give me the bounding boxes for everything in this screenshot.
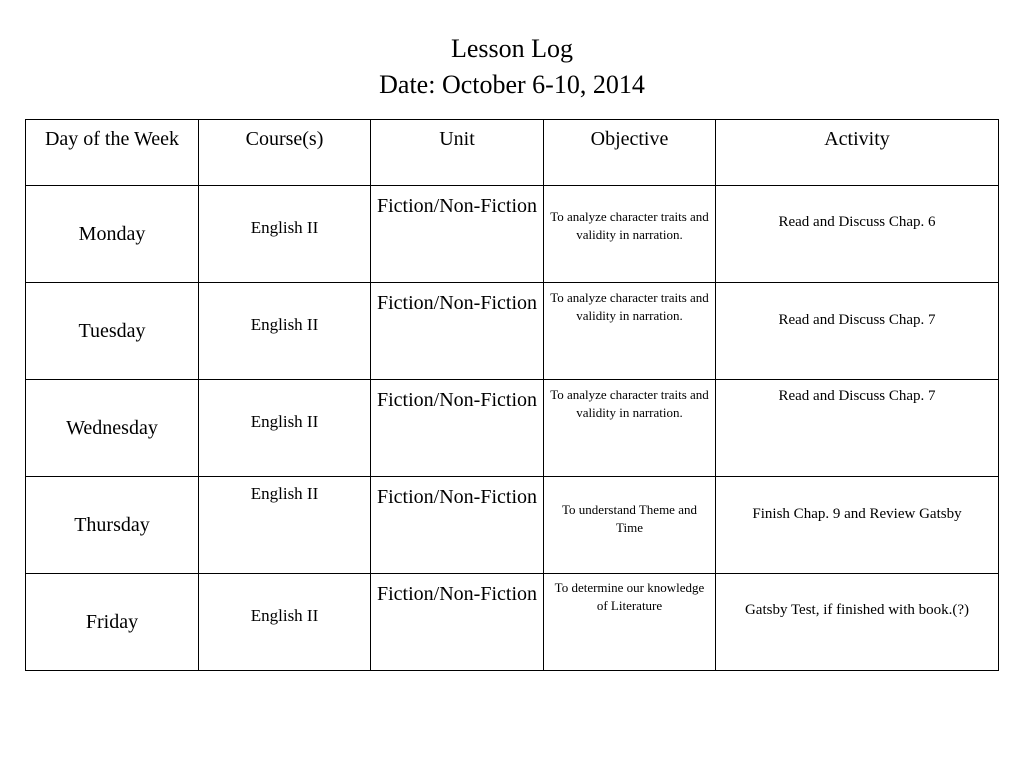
objective-cell: To analyze character traits and validity in narration. — [544, 380, 716, 477]
objective-cell: To analyze character traits and validity in narration. — [544, 283, 716, 380]
objective-cell: To determine our knowledge of Literature — [544, 574, 716, 671]
table-row — [26, 283, 999, 380]
activity-cell: Finish Chap. 9 and Review Gatsby — [716, 477, 999, 574]
lesson-log-table — [25, 119, 999, 671]
day-cell: Thursday — [26, 477, 199, 574]
day-cell: Monday — [26, 186, 199, 283]
course-cell: English II — [199, 283, 371, 380]
course-cell: English II — [199, 380, 371, 477]
activity-cell: Read and Discuss Chap. 7 — [716, 283, 999, 380]
unit-cell: Fiction/Non-Fiction — [371, 477, 544, 574]
unit-cell: Fiction/Non-Fiction — [371, 283, 544, 380]
activity-cell: Read and Discuss Chap. 7 — [716, 380, 999, 477]
day-cell: Friday — [26, 574, 199, 671]
table-header-row — [26, 120, 999, 186]
day-cell: Wednesday — [26, 380, 199, 477]
header-activity: Activity — [716, 120, 999, 186]
page-title — [0, 31, 1024, 103]
table-row — [26, 477, 999, 574]
activity-cell: Read and Discuss Chap. 6 — [716, 186, 999, 283]
table-row — [26, 186, 999, 283]
unit-cell: Fiction/Non-Fiction — [371, 574, 544, 671]
table-row — [26, 380, 999, 477]
course-cell: English II — [199, 477, 371, 574]
course-cell: English II — [199, 574, 371, 671]
page-date-line: Date: October 6-10, 2014 — [379, 70, 645, 99]
day-cell: Tuesday — [26, 283, 199, 380]
header-day: Day of the Week — [26, 120, 199, 186]
objective-cell: To understand Theme and Time — [544, 477, 716, 574]
unit-cell: Fiction/Non-Fiction — [371, 380, 544, 477]
header-objective: Objective — [544, 120, 716, 186]
activity-cell: Gatsby Test, if finished with book.(?) — [716, 574, 999, 671]
table-row — [26, 574, 999, 671]
header-unit: Unit — [371, 120, 544, 186]
page-title-line: Lesson Log — [450, 34, 574, 63]
course-cell: English II — [199, 186, 371, 283]
objective-cell: To analyze character traits and validity in narration. — [544, 186, 716, 283]
unit-cell: Fiction/Non-Fiction — [371, 186, 544, 283]
header-course: Course(s) — [199, 120, 371, 186]
